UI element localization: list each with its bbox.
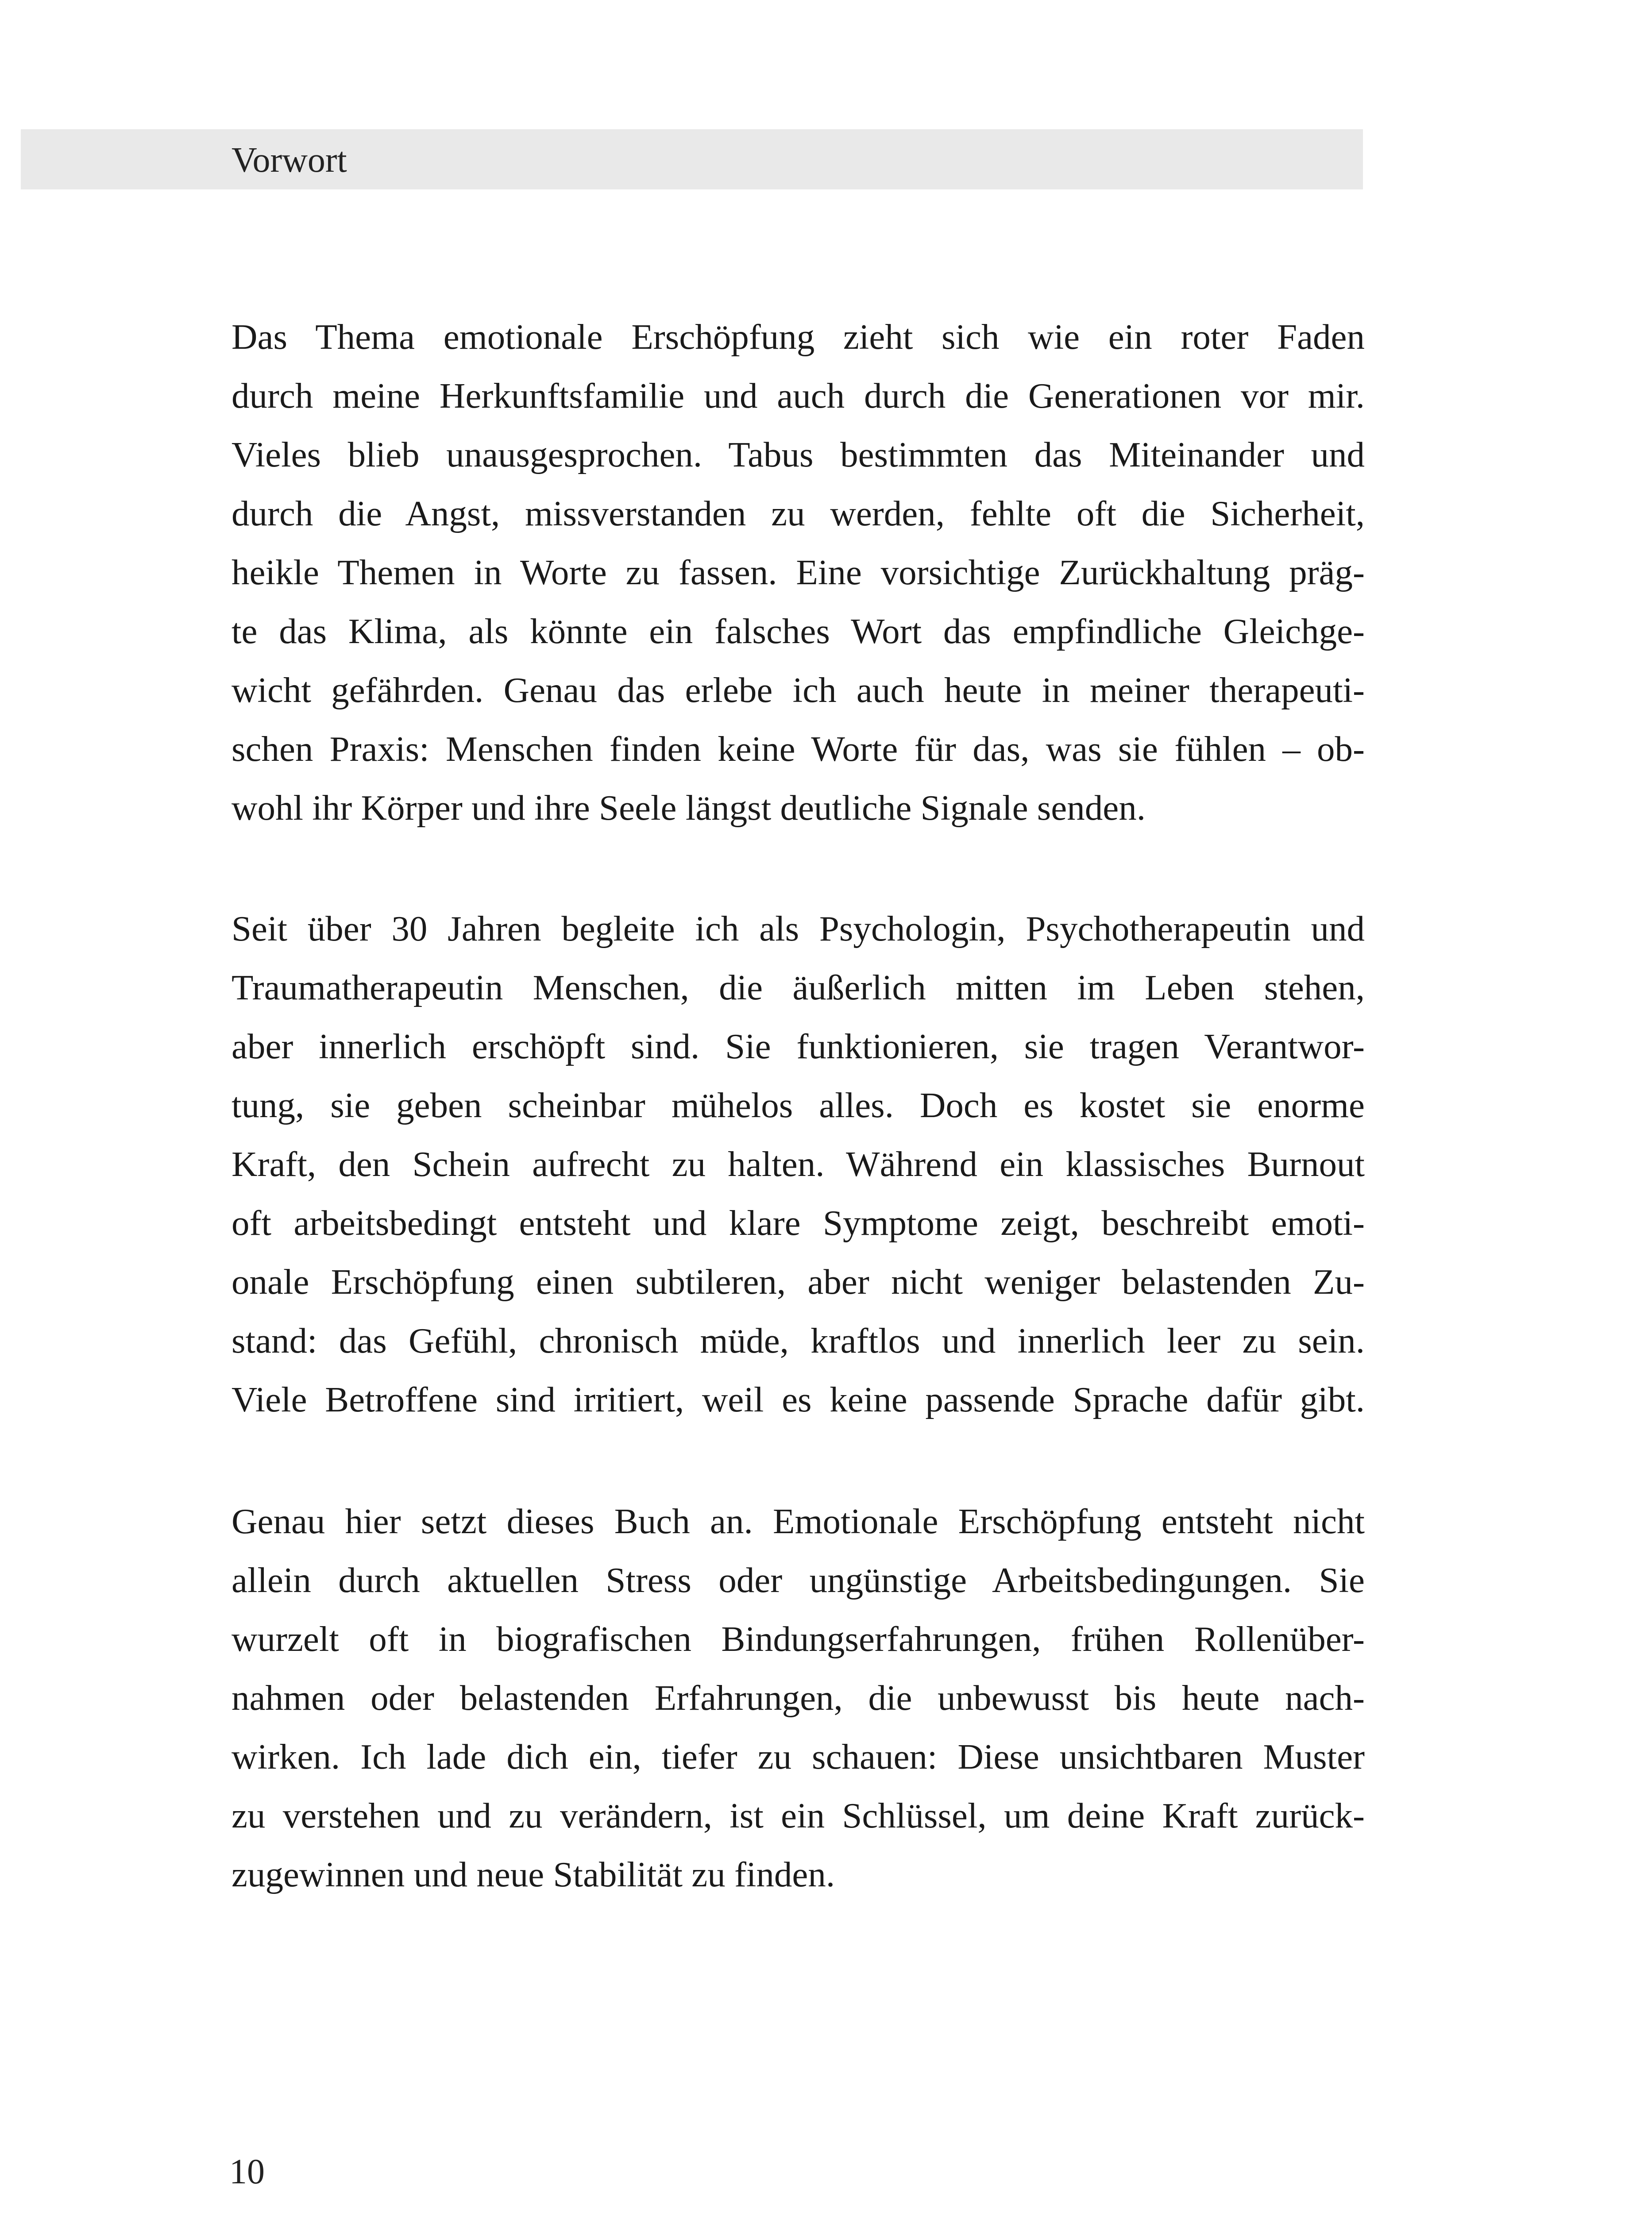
text-line: wirken. Ich lade dich ein, tiefer zu schauen: Diese unsichtbaren Muster — [232, 1737, 1365, 1777]
text-line: te das Klima, als könnte ein falsches Wort das empfindliche Gleichge- — [232, 611, 1365, 651]
paragraph-2 — [232, 899, 1365, 1429]
text-line: durch meine Herkunftsfamilie und auch durch die Generationen vor mir. — [232, 376, 1365, 416]
text-line: wohl ihr Körper und ihre Seele längst deutliche Signale senden. — [232, 788, 1146, 828]
text-line: stand: das Gefühl, chronisch müde, kraftlos und innerlich leer zu sein. — [232, 1321, 1365, 1361]
text-line: schen Praxis: Menschen finden keine Worte für das, was sie fühlen – ob- — [232, 729, 1365, 769]
paragraph-1 — [232, 308, 1365, 837]
text-line: wurzelt oft in biografischen Bindungserfahrungen, frühen Rollenüber- — [232, 1619, 1365, 1659]
text-line: allein durch aktuellen Stress oder ungünstige Arbeitsbedingungen. Sie — [232, 1560, 1365, 1600]
text-line: Kraft, den Schein aufrecht zu halten. Während ein klassisches Burnout — [232, 1144, 1365, 1184]
text-line: durch die Angst, missverstanden zu werden, fehlte oft die Sicherheit, — [232, 493, 1365, 533]
text-line: aber innerlich erschöpft sind. Sie funktionieren, sie tragen Verantwor- — [232, 1026, 1365, 1066]
text-line: zugewinnen und neue Stabilität zu finden. — [232, 1854, 835, 1894]
text-line: nahmen oder belastenden Erfahrungen, die unbewusst bis heute nach- — [232, 1678, 1365, 1718]
text-line: Genau hier setzt dieses Buch an. Emotionale Erschöpfung entsteht nicht — [232, 1501, 1365, 1541]
text-line: zu verstehen und zu verändern, ist ein Schlüssel, um deine Kraft zurück- — [232, 1796, 1365, 1835]
text-line: Viele Betroffene sind irritiert, weil es keine passende Sprache dafür gibt. — [232, 1380, 1365, 1419]
page-number: 10 — [229, 2152, 265, 2191]
running-header-title: Vorwort — [232, 141, 347, 180]
text-line: onale Erschöpfung einen subtileren, aber nicht weniger belastenden Zu- — [232, 1262, 1365, 1302]
text-line: Seit über 30 Jahren begleite ich als Psychologin, Psychotherapeutin und — [232, 909, 1365, 948]
text-line: oft arbeitsbedingt entsteht und klare Symptome zeigt, beschreibt emoti- — [232, 1203, 1365, 1243]
text-line: Traumatherapeutin Menschen, die äußerlich mitten im Leben stehen, — [232, 968, 1365, 1007]
text-line: Vieles blieb unausgesprochen. Tabus bestimmten das Miteinander und — [232, 435, 1365, 474]
text-line: Das Thema emotionale Erschöpfung zieht sich wie ein roter Faden — [232, 317, 1365, 357]
text-line: wicht gefährden. Genau das erlebe ich auch heute in meiner therapeuti- — [232, 670, 1365, 710]
text-line: heikle Themen in Worte zu fassen. Eine vorsichtige Zurückhaltung präg- — [232, 552, 1365, 592]
running-header-band — [21, 129, 1363, 189]
paragraph-3 — [232, 1492, 1365, 1904]
text-line: tung, sie geben scheinbar mühelos alles. Doch es kostet sie enorme — [232, 1085, 1365, 1125]
